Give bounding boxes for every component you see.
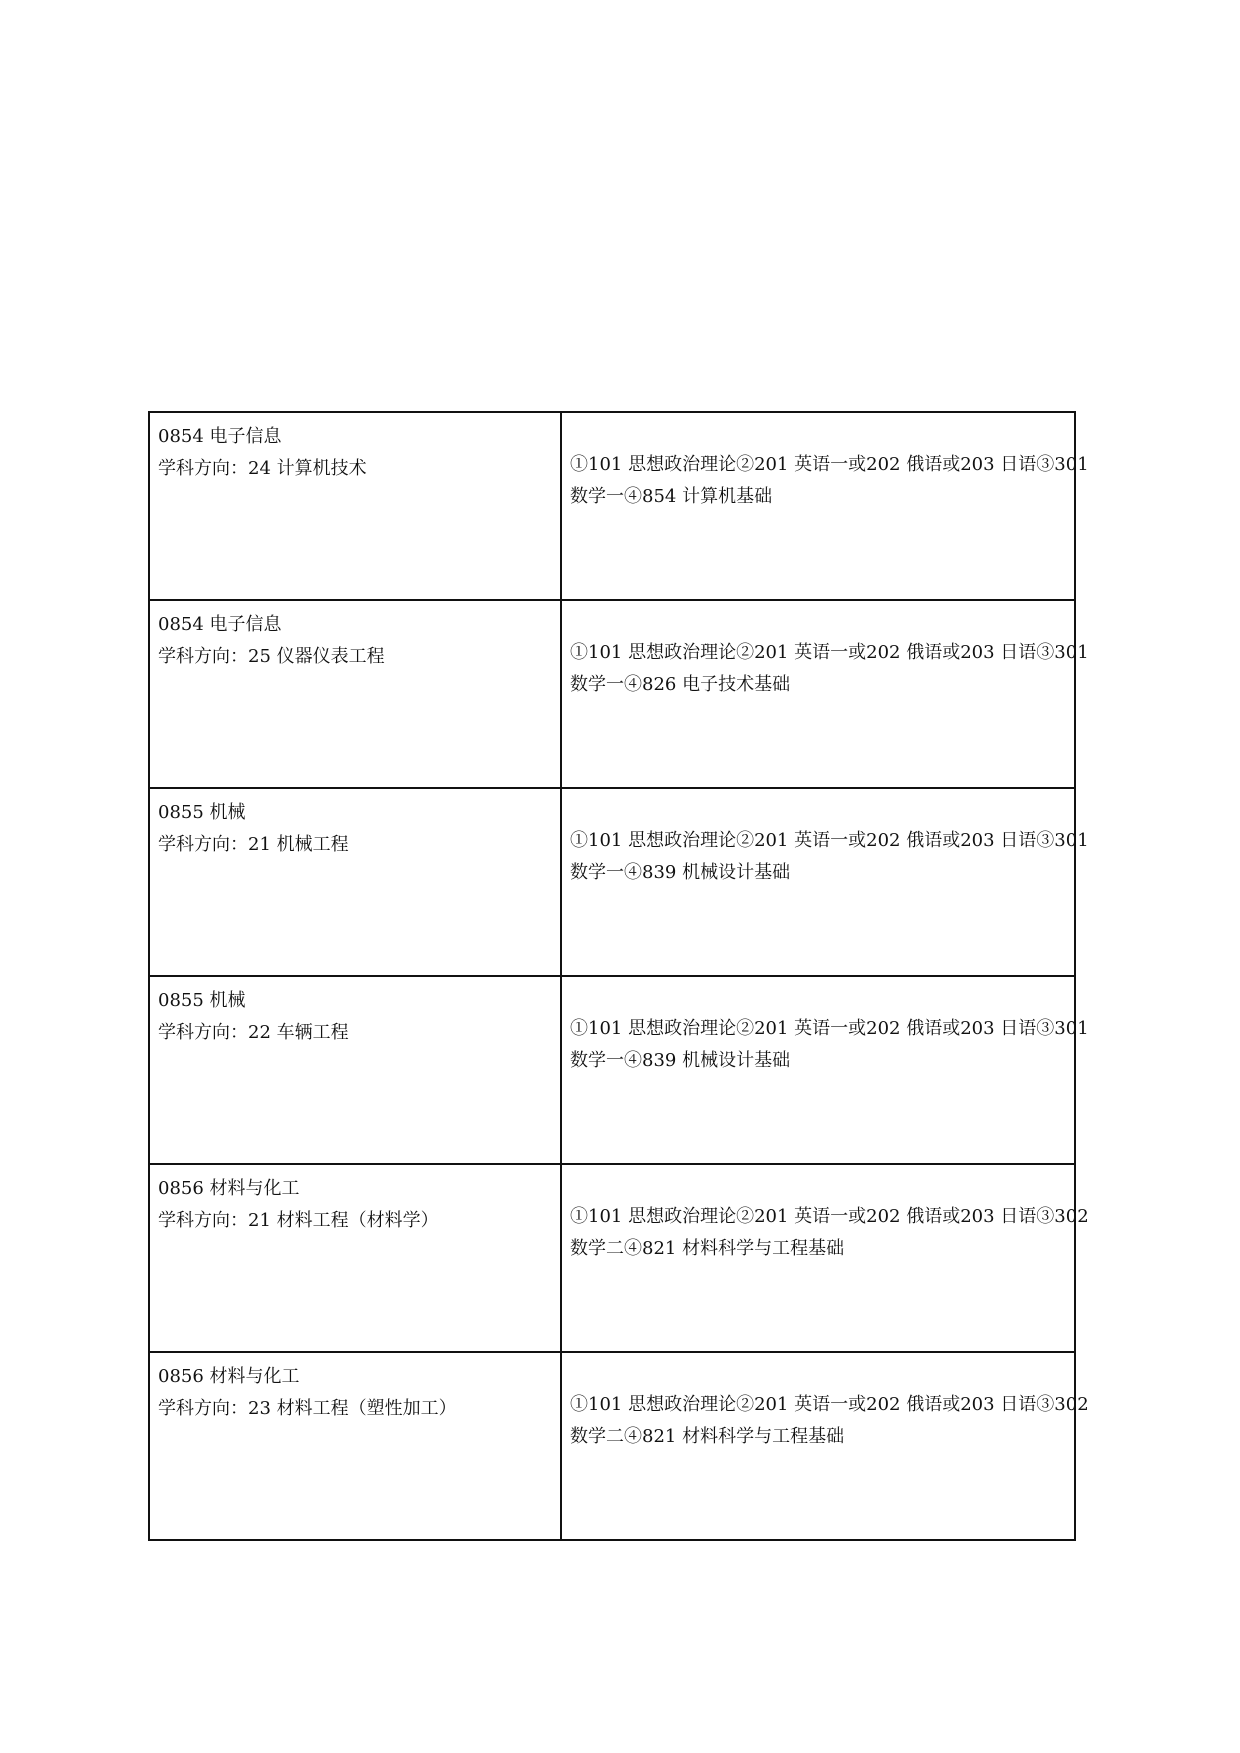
program-cell [149,976,561,1164]
exam-subjects-line-1: ①101 思想政治理论②201 英语一或202 俄语或203 日语③302 [570,1394,1089,1415]
exam-subjects-line-2: 数学一④839 机械设计基础 [570,862,791,883]
exam-subjects-cell [561,600,1089,788]
subject-direction: 学科方向：23 材料工程（塑性加工） [158,1398,457,1419]
exam-subjects-line-2: 数学一④839 机械设计基础 [570,1050,791,1071]
program-exam-table [148,411,1089,1541]
subject-direction: 学科方向：25 仪器仪表工程 [158,646,385,667]
subject-direction: 学科方向：24 计算机技术 [158,458,367,479]
table-row [149,976,1075,1164]
table-row [149,600,1075,788]
exam-subjects-line-2: 数学一④854 计算机基础 [570,486,773,507]
program-code-name: 0856 材料与化工 [158,1366,300,1387]
program-cell [149,412,561,600]
exam-subjects-cell [561,412,1089,600]
exam-subjects-cell [561,976,1089,1164]
table-row [149,1352,1075,1540]
table-row [149,1164,1075,1352]
exam-subjects-line-1: ①101 思想政治理论②201 英语一或202 俄语或203 日语③301 [570,830,1089,851]
exam-subjects-cell [561,1164,1089,1352]
program-code-name: 0856 材料与化工 [158,1178,300,1199]
exam-subjects-line-1: ①101 思想政治理论②201 英语一或202 俄语或203 日语③301 [570,454,1089,475]
subject-direction: 学科方向：21 材料工程（材料学） [158,1210,439,1231]
program-code-name: 0854 电子信息 [158,614,282,635]
subject-direction: 学科方向：22 车辆工程 [158,1022,349,1043]
exam-subjects-line-2: 数学一④826 电子技术基础 [570,674,791,695]
exam-subjects-cell [561,1352,1089,1540]
program-cell [149,1164,561,1352]
program-code-name: 0854 电子信息 [158,426,282,447]
program-cell [149,788,561,976]
exam-subjects-line-1: ①101 思想政治理论②201 英语一或202 俄语或203 日语③301 [570,642,1089,663]
exam-subjects-line-1: ①101 思想政治理论②201 英语一或202 俄语或203 日语③302 [570,1206,1089,1227]
exam-subjects-line-2: 数学二④821 材料科学与工程基础 [570,1426,845,1447]
table-row [149,412,1075,600]
exam-subjects-line-2: 数学二④821 材料科学与工程基础 [570,1238,845,1259]
program-cell [149,1352,561,1540]
exam-subjects-line-1: ①101 思想政治理论②201 英语一或202 俄语或203 日语③301 [570,1018,1089,1039]
table-row [149,788,1075,976]
subject-direction: 学科方向：21 机械工程 [158,834,349,855]
program-code-name: 0855 机械 [158,802,246,823]
program-cell [149,600,561,788]
exam-subjects-cell [561,788,1089,976]
program-code-name: 0855 机械 [158,990,246,1011]
